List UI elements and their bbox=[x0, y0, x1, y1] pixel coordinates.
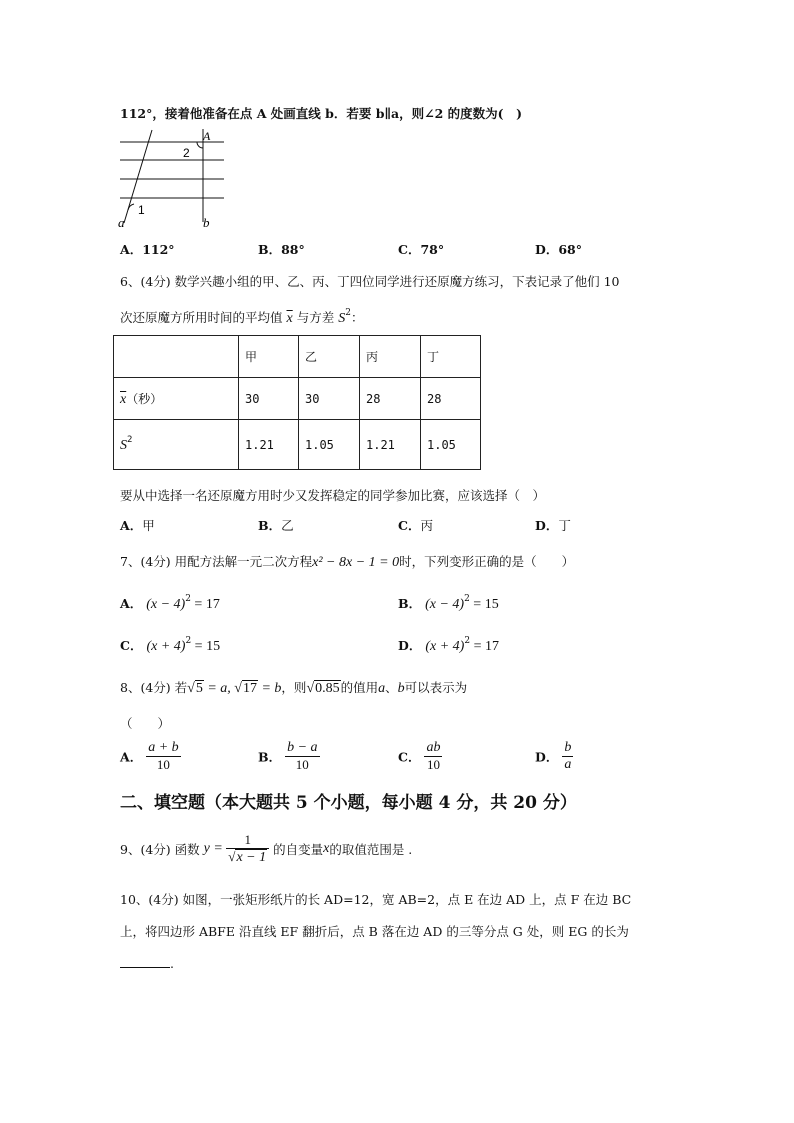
q8-stem: 8、(4分) 若√5 = a, √17 = b，则√0.85的值用a、b可以表示为 bbox=[120, 680, 468, 696]
q10-line2: 上，将四边形 ABFE 沿直线 EF 翻折后，点 B 落在边 AD 的三等分点 G 处，则 EG 的长为 bbox=[120, 924, 629, 939]
q8-option-b[interactable]: B． $\frac{b - a}{10}$ bbox=[258, 740, 318, 772]
table-row-mean: $\overline{x}$（秒） 30 30 28 28 bbox=[114, 378, 481, 420]
xbar-symbol: $\overline{x}$ bbox=[286, 311, 293, 326]
q8-option-d[interactable]: D． $\frac{b}{a}$ bbox=[535, 740, 572, 772]
q7-option-d[interactable]: D． $(x + 4)^2 = 17$ bbox=[398, 636, 499, 654]
figure-label-2: 2 bbox=[183, 146, 190, 160]
figure-label-b: b bbox=[203, 215, 210, 230]
q10-answer-blank[interactable]: . bbox=[120, 955, 174, 971]
angle-1-arc bbox=[128, 204, 134, 210]
section-heading-fill-in: 二、填空题（本大题共 5 个小题，每小题 4 分，共 20 分） bbox=[120, 793, 577, 813]
q7-option-c[interactable]: C． $(x + 4)^2 = 15$ bbox=[120, 636, 221, 654]
q7-stem: 7、(4分) 用配方法解一元二次方程x² − 8x − 1 = 0时，下列变形正确的是（ ） bbox=[120, 554, 575, 570]
q6-stem-line1: 6、(4分) 数学兴趣小组的甲、乙、丙、丁四位同学进行还原魔方练习，下表记录了他们 10 bbox=[120, 274, 620, 289]
q6-option-b[interactable]: B．乙 bbox=[258, 518, 294, 533]
q9-stem: 9、(4分) 函数 y = $\frac{1}{√x - 1}$ 的自变量x的取值范围是 . bbox=[120, 832, 413, 865]
q6-stem-line2: 次还原魔方所用时间的平均值 $\overline{x}$ 与方差 $S^2$： bbox=[120, 308, 364, 326]
table-row-variance: $S^2$ 1.21 1.05 1.21 1.05 bbox=[114, 420, 481, 470]
q5-figure bbox=[118, 126, 228, 234]
figure-label-1: 1 bbox=[138, 203, 145, 217]
q6-option-c[interactable]: C．丙 bbox=[398, 518, 433, 533]
q6-option-a[interactable]: A．甲 bbox=[120, 518, 155, 533]
q5-parallel-lines bbox=[120, 142, 224, 198]
q7-option-a[interactable]: A． $(x - 4)^2 = 17$ bbox=[120, 594, 220, 612]
q6-question: 要从中选择一名还原魔方用时少又发挥稳定的同学参加比赛，应该选择（ ） bbox=[120, 488, 546, 503]
table-header-row: 甲 乙 丙 丁 bbox=[114, 336, 481, 378]
figure-label-a: a bbox=[118, 215, 125, 230]
q8-option-a[interactable]: A． $\frac{a + b}{10}$ bbox=[120, 740, 179, 772]
q5-option-d[interactable]: D．68° bbox=[535, 242, 582, 257]
q5-option-c[interactable]: C．78° bbox=[398, 242, 445, 257]
q5-option-b[interactable]: B．88° bbox=[258, 242, 305, 257]
q7-equation: x² − 8x − 1 = 0 bbox=[312, 555, 400, 570]
q6-option-d[interactable]: D．丁 bbox=[535, 518, 571, 533]
q10-line1: 10、(4分) 如图，一张矩形纸片的长 AD=12，宽 AB=2，点 E 在边 AD 上，点 F 在边 BC bbox=[120, 892, 632, 907]
q8-paren: （ ） bbox=[120, 716, 171, 731]
q5-stem: 112°，接着他准备在点 A 处画直线 b．若要 b∥a，则∠2 的度数为( ) bbox=[120, 106, 522, 121]
q7-option-b[interactable]: B． $(x - 4)^2 = 15$ bbox=[398, 594, 499, 612]
q8-option-c[interactable]: C． $\frac{ab}{10}$ bbox=[398, 740, 441, 772]
figure-label-A: A bbox=[203, 129, 211, 143]
stats-table bbox=[113, 335, 481, 470]
q5-option-a[interactable]: A．112° bbox=[120, 242, 175, 257]
